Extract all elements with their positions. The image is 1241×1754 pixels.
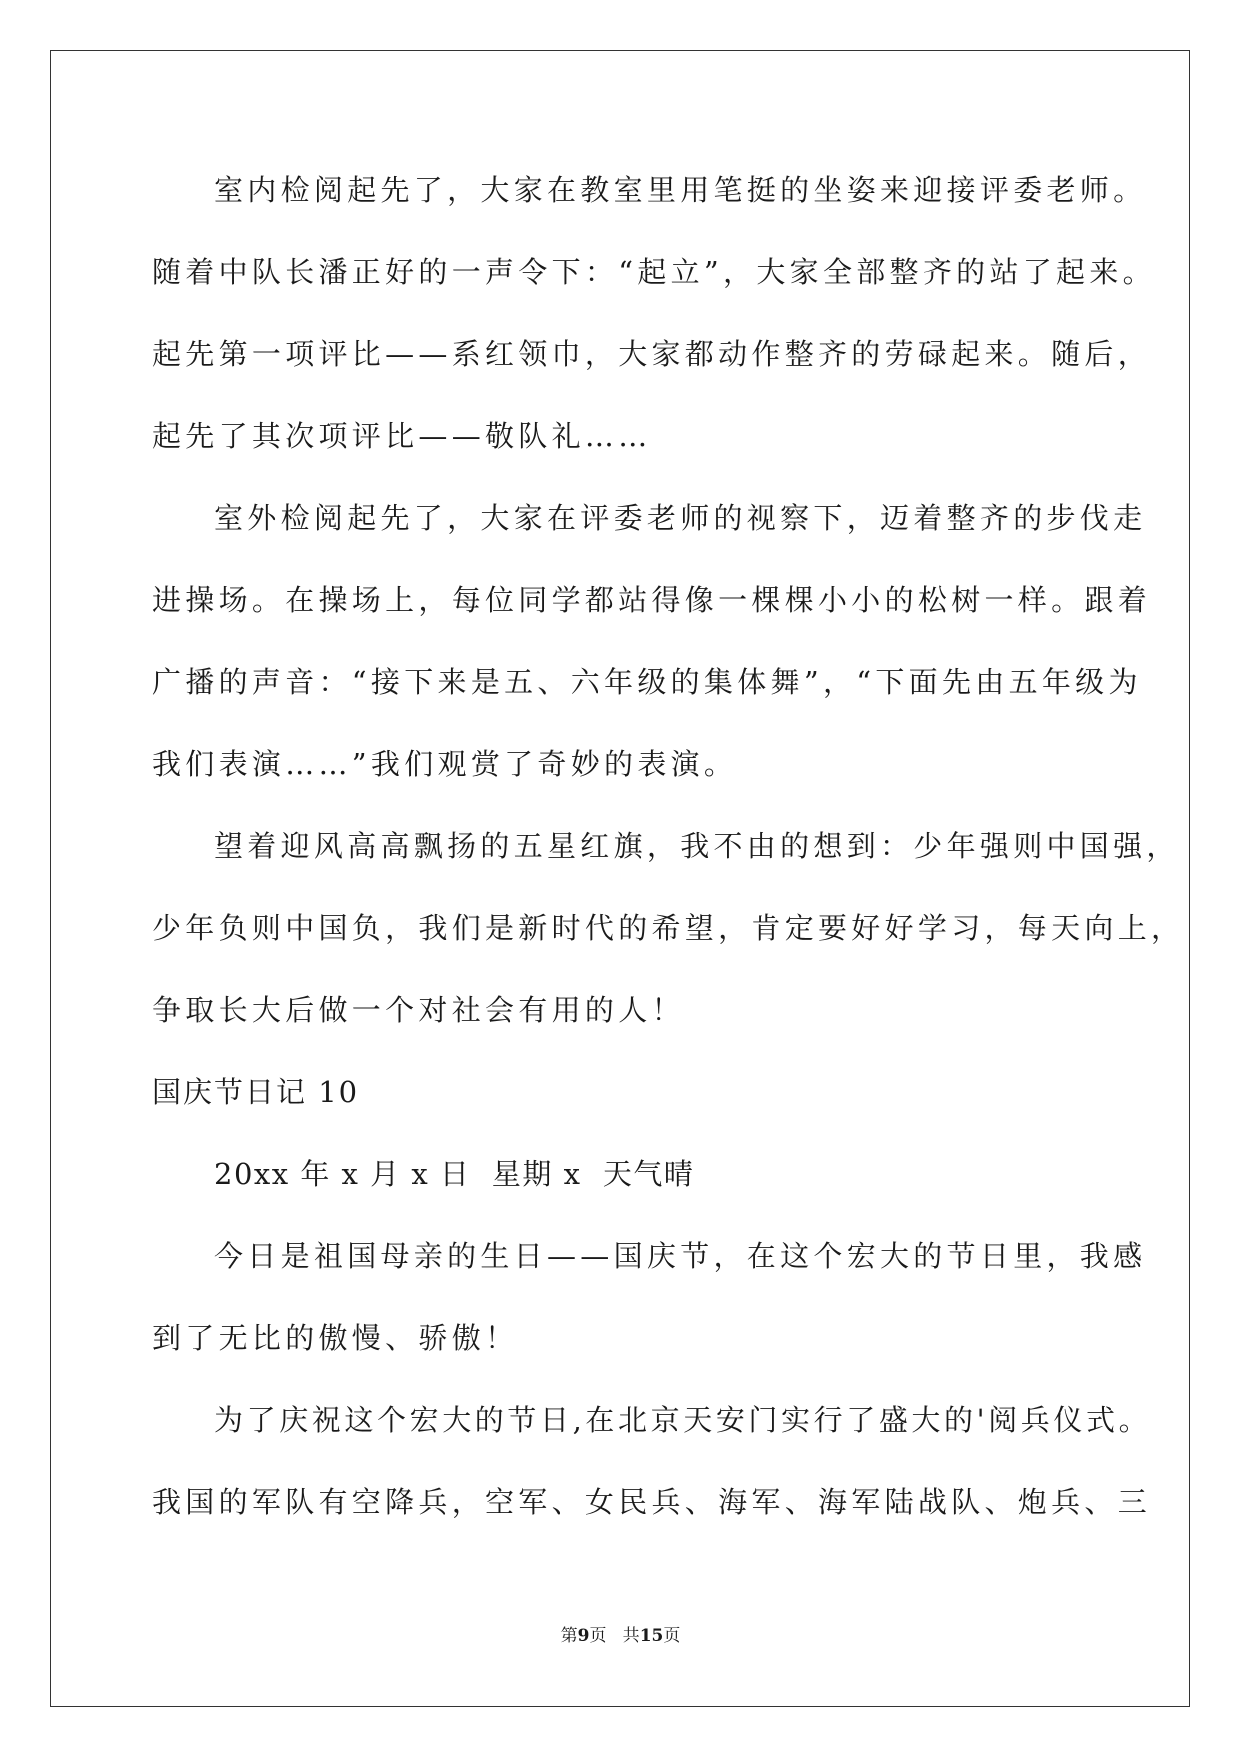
- page-total: 15: [639, 1626, 664, 1646]
- paragraph-line: 进操场。在操场上，每位同学都站得像一棵棵小小的松树一样。跟着: [152, 583, 1152, 617]
- paragraph-line: 室内检阅起先了，大家在教室里用笔挺的坐姿来迎接评委老师。: [214, 173, 1147, 207]
- paragraph-line: 室外检阅起先了，大家在评委老师的视察下，迈着整齐的步伐走: [214, 501, 1147, 535]
- paragraph-line: 少年负则中国负，我们是新时代的希望，肯定要好好学习，每天向上，: [152, 911, 1185, 945]
- paragraph-line: 今日是祖国母亲的生日——国庆节，在这个宏大的节日里，我感: [214, 1239, 1147, 1273]
- paragraph-line: 我们表演……”我们观赏了奇妙的表演。: [152, 747, 738, 781]
- paragraph-line: 起先了其次项评比——敬队礼……: [152, 419, 652, 453]
- section-heading: 国庆节日记 10: [152, 1075, 360, 1109]
- page-suffix: 页: [663, 1626, 681, 1646]
- paragraph-line: 为了庆祝这个宏大的节日,在北京天安门实行了盛大的'阅兵仪式。: [214, 1403, 1152, 1437]
- paragraph-line: 望着迎风高高飘扬的五星红旗，我不由的想到：少年强则中国强，: [214, 829, 1180, 863]
- diary-date-line: 20xx 年 x 月 x 日 星期 x 天气晴: [214, 1157, 695, 1191]
- paragraph-line: 广播的声音：“接下来是五、六年级的集体舞”，“下面先由五年级为: [152, 665, 1142, 699]
- paragraph-line: 到了无比的傲慢、骄傲！: [152, 1321, 519, 1355]
- paragraph-line: 随着中队长潘正好的一声令下：“起立”，大家全部整齐的站了起来。: [152, 255, 1156, 289]
- paragraph-line: 起先第一项评比——系红领巾，大家都动作整齐的劳碌起来。随后，: [152, 337, 1152, 371]
- page-border: [50, 50, 1190, 1707]
- paragraph-line: 我国的军队有空降兵，空军、女民兵、海军、海军陆战队、炮兵、三: [152, 1485, 1152, 1519]
- page-footer: [0, 1624, 1241, 1648]
- page-prefix: 第: [560, 1626, 578, 1646]
- page-mid: 页 共: [589, 1626, 640, 1646]
- paragraph-line: 争取长大后做一个对社会有用的人！: [152, 993, 685, 1027]
- page-current: 9: [577, 1626, 590, 1646]
